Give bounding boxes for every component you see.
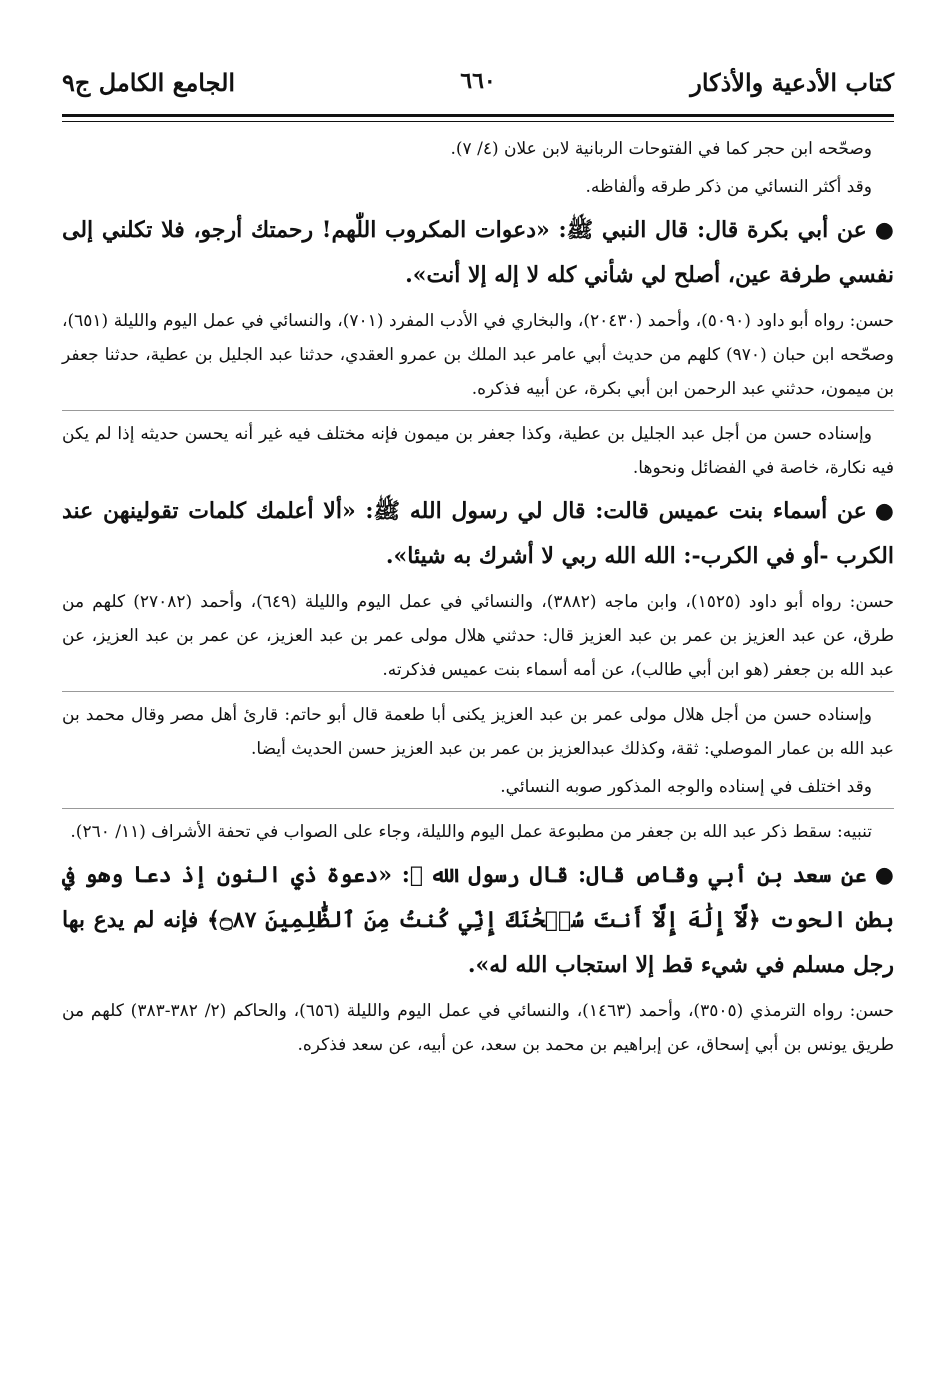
divider bbox=[62, 808, 894, 809]
book-title: كتاب الأدعية والأذكار bbox=[690, 68, 894, 97]
note-paragraph: وقد أكثر النسائي من ذكر طرقه وألفاظه. bbox=[585, 177, 872, 197]
hadith-paragraph bbox=[62, 489, 894, 579]
hadith-text: عن أبي بكرة قال: قال النبي ﷺ: «دعوات المكروب اللّٰهم! رحمتك أرجو، فلا تكلني إلى نفسي طرفة عين، أصلح لي شأني كله لا إله إلا أنت». bbox=[62, 217, 894, 288]
bullet-icon: ● bbox=[874, 217, 894, 243]
hadith-text: عن سعد بن أبي وقاص قال: قال رسول الله ﷺ: «دعوة ذي النون إذ دعا وهو في بطن الحوت ﴿لَّآ إِلَٰهَ إِلَّآ أَنتَ سُبۡحَٰنَكَ إِنِّي كُنتُ مِنَ ٱلظَّٰلِمِينَ ۝٨٧﴾ فإنه لم يدع بها رجل مسلم في شيء قط إلا استجاب الله له». bbox=[62, 862, 894, 978]
running-header bbox=[62, 68, 894, 102]
note-paragraph: تنبيه: سقط ذكر عبد الله بن جعفر من مطبوعة عمل اليوم والليلة، وجاء على الصواب في تحفة الأشراف (١١/ ٢٦٠). bbox=[70, 822, 872, 842]
note-paragraph: وإسناده حسن من أجل هلال مولى عمر بن عبد العزيز يكنى أبا طعمة قال أبو حاتم: قارئ أهل مصر وقال محمد بن عبد الله بن عمار الموصلي: ثقة، وكذلك عبدالعزيز بن عمر بن عبد العزيز حسن الحديث أيضا. bbox=[62, 705, 894, 759]
takhrij-paragraph: حسن: رواه أبو داود (٥٠٩٠)، وأحمد (٢٠٤٣٠)، والبخاري في الأدب المفرد (٧٠١)، والنسائي في عمل اليوم والليلة (٦٥١)، وصحّحه ابن حبان (٩٧٠) كلهم من حديث أبي عامر عبد الملك بن عمرو العقدي، حدثنا عبد الجليل بن عطية، حدثنا جعفر بن ميمون، حدثني عبد الرحمن ابن أبي بكرة، عن أبيه فذكره. bbox=[62, 311, 895, 399]
header-rule-thin bbox=[62, 121, 894, 122]
note-paragraph: وإسناده حسن من أجل عبد الجليل بن عطية، وكذا جعفر بن ميمون فإنه مختلف فيه غير أنه يحسن حديثه إذا لم يكن فيه نكارة، خاصة في الفضائل ونحوها. bbox=[62, 424, 894, 478]
takhrij-paragraph: حسن: رواه أبو داود (١٥٢٥)، وابن ماجه (٣٨٨٢)، والنسائي في عمل اليوم والليلة (٦٤٩)، وأحمد (٢٧٠٨٢) كلهم من طرق، عن عبد العزيز بن عمر بن عبد العزيز قال: حدثني هلال مولى عمر بن عبد العزيز، عن عمر بن عبد العزيز، عن عبد الله بن جعفر (هو ابن أبي طالب)، عن أمه أسماء بنت عميس فذكرته. bbox=[62, 592, 894, 680]
header-rule-thick bbox=[62, 114, 894, 117]
divider bbox=[62, 410, 894, 411]
hadith-paragraph bbox=[62, 208, 894, 298]
bullet-icon: ● bbox=[874, 498, 894, 524]
takhrij-paragraph: حسن: رواه الترمذي (٣٥٠٥)، وأحمد (١٤٦٣)، والنسائي في عمل اليوم والليلة (٦٥٦)، والحاكم (٢/ ٣٨٢-٣٨٣) كلهم من طريق يونس بن أبي إسحاق، عن إبراهيم بن محمد بن سعد، عن أبيه، عن سعد فذكره. bbox=[62, 1001, 894, 1055]
bullet-icon: ● bbox=[874, 862, 894, 888]
note-paragraph: وقد اختلف في إسناده والوجه المذكور صوبه النسائي. bbox=[500, 777, 872, 797]
page-number: ٦٦٠ bbox=[460, 68, 496, 94]
series-title: الجامع الكامل ج٩ bbox=[62, 68, 236, 97]
note-paragraph: وصحّحه ابن حجر كما في الفتوحات الربانية لابن علان (٤/ ٧). bbox=[450, 139, 872, 159]
hadith-paragraph bbox=[62, 853, 894, 988]
hadith-text: عن أسماء بنت عميس قالت: قال لي رسول الله ﷺ: «ألا أعلمك كلمات تقولينهن عند الكرب -أو في الكرب-: الله الله ربي لا أشرك به شيئا». bbox=[62, 498, 894, 569]
page-body bbox=[62, 132, 894, 1066]
divider bbox=[62, 691, 894, 692]
